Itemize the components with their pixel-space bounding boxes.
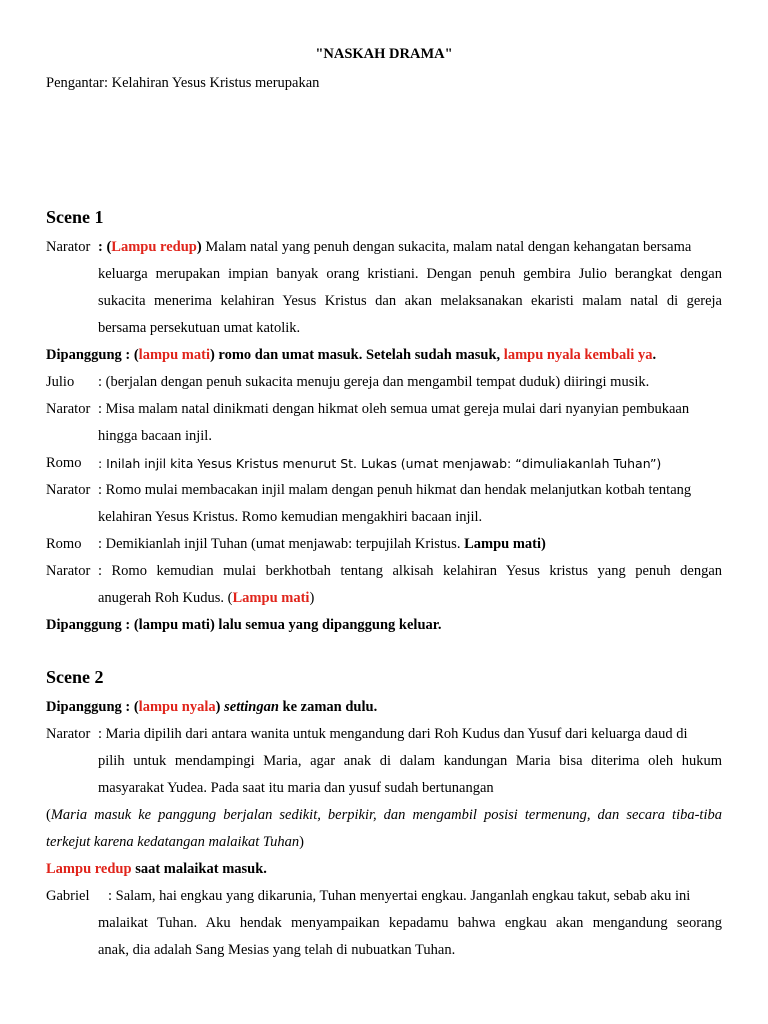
scene2-gabriel-line-2: malaikat Tuhan. Aku hendak menyampaikan kepadamu bahwa engkau akan mengandung seorang	[98, 915, 722, 931]
speaker-label: Gabriel	[46, 888, 90, 904]
speaker-label: Romo	[46, 455, 82, 471]
scene1-narator-1-line-3: sukacita menerima kelahiran Yesus Kristus dan akan melaksanakan ekaristi malam natal di gereja	[98, 293, 722, 309]
scene1-narator-1-line-4: bersama persekutuan umat katolik.	[98, 320, 301, 336]
speaker-label: Narator	[46, 563, 91, 579]
scene2-narator-1-line-2: pilih untuk mendampingi Maria, agar anak di dalam kandungan Maria bisa diterima oleh hukum	[98, 753, 722, 769]
scene1-stage-direction-1: Dipanggung : (lampu mati) romo dan umat masuk. Setelah sudah masuk, lampu nyala kembali ya.	[46, 347, 657, 363]
document-title: "NASKAH DRAMA"	[315, 46, 453, 62]
scene2-narator-1-line-3: masyarakat Yudea. Pada saat itu maria dan yusuf sudah bertunangan	[98, 780, 494, 796]
scene1-narator-3-line-2: kelahiran Yesus Kristus. Romo kemudian mengakhiri bacaan injil.	[98, 509, 483, 525]
lighting-cue: lampu nyala	[138, 699, 216, 715]
speaker-label: Narator	[46, 239, 91, 255]
scene2-action-direction-line-1: (Maria masuk ke panggung berjalan sedikit, berpikir, dan mengambil posisi termenung, dan secara tiba-tiba	[46, 807, 722, 823]
speaker-label: Narator	[46, 726, 91, 742]
scene1-narator-4-line-2: anugerah Roh Kudus. (Lampu mati)	[98, 590, 315, 606]
lighting-cue: Lampu redup	[46, 861, 132, 877]
document-page: "NASKAH DRAMA" Pengantar: Kelahiran Yesus Kristus merupakan Scene 1 Narator : (Lampu redup) Malam natal yang penuh dengan sukacita, malam natal dengan kehangatan bersama keluarga merupakan impian banyak orang kristiani. Dengan penuh gembira Julio berangkat dengan sukacita menerima kelahiran Yesus Kristus dan akan melaksanakan ekaristi malam natal di gereja bersama persekutuan umat katolik. Dipanggung : (lampu mati) romo dan umat masuk. Setelah sudah masuk, lampu nyala kembali ya. Julio : (berjalan dengan penuh sukacita menuju gereja dan mengambil tempat duduk) diiringi musik. Narator : Misa malam natal dinikmati dengan hikmat oleh semua umat gereja mulai dari nyanyian pembukaan hingga bacaan injil. Romo : Inilah injil kita Yesus Kristus menurut St. Lukas (umat menjawab: “dimuliakanlah Tuhan”) Narator : Romo mulai membacakan injil malam dengan penuh hikmat dan hendak melanjutkan kotbah tentang kelahiran Yesus Kristus. Romo kemudian mengakhiri bacaan injil. Romo : Demikianlah injil Tuhan (umat menjawab: terpujilah Kristus. Lampu mati) Narator : Romo kemudian mulai berkhotbah tentang alkisah kelahiran Yesus kristus yang penuh dengan anugerah Roh Kudus. (Lampu mati) Dipanggung : (lampu mati) lalu semua yang dipanggung keluar. Scene 2 Dipanggung : (lampu nyala) settingan ke zaman dulu. Narator : Maria dipilih dari antara wanita untuk mengandung dari Roh Kudus dan Yusuf dari keluarga daud di pilih untuk mendampingi Maria, agar anak di dalam kandungan Maria bisa diterima oleh hukum masyarakat Yudea. Pada saat itu maria dan yusuf sudah bertunangan (Maria masuk ke panggung berjalan sedikit, berpikir, dan mengambil posisi termenung, dan secara tiba-tiba terkejut karena kedatangan malaikat Tuhan) Lampu redup saat malaikat masuk. Gabriel : Salam, hai engkau yang dikarunia, Tuhan menyertai engkau. Janganlah engkau takut, sebab aku ini malaikat Tuhan. Aku hendak menyampaikan kepadamu bahwa engkau akan mengandung seorang anak, dia adalah Sang Mesias yang telah di nubuatkan Tuhan.	[0, 0, 768, 1024]
scene2-action-direction-line-2: terkejut karena kedatangan malaikat Tuhan)	[46, 834, 305, 850]
speaker-label: Romo	[46, 536, 82, 552]
intro-line: Pengantar: Kelahiran Yesus Kristus merupakan	[46, 75, 320, 91]
scene-1-heading: Scene 1	[46, 207, 104, 227]
lighting-cue: Lampu mati)	[464, 536, 546, 552]
scene-2-heading: Scene 2	[46, 667, 104, 687]
scene1-stage-direction-2: Dipanggung : (lampu mati) lalu semua yang dipanggung keluar.	[46, 617, 442, 633]
lighting-cue: Lampu mati	[232, 590, 310, 606]
speaker-label: Narator	[46, 401, 91, 417]
scene1-narator-2-line-2: hingga bacaan injil.	[98, 428, 212, 444]
speaker-label: Julio	[46, 374, 75, 390]
lighting-cue: lampu nyala kembali ya	[503, 347, 653, 363]
speaker-label: Narator	[46, 482, 91, 498]
first-line: : (Lampu redup) Malam natal yang penuh dengan sukacita, malam natal dengan kehangatan bersama	[98, 239, 692, 255]
lighting-cue: lampu mati	[138, 347, 210, 363]
lighting-cue: Lampu redup	[111, 239, 197, 255]
scene1-narator-1-line-2: keluarga merupakan impian banyak orang kristiani. Dengan penuh gembira Julio berangkat dengan	[98, 266, 722, 282]
scene2-stage-direction-1: Dipanggung : (lampu nyala) settingan ke zaman dulu.	[46, 699, 378, 715]
scene2-stage-direction-2: Lampu redup saat malaikat masuk.	[46, 861, 267, 877]
scene2-gabriel-line-3: anak, dia adalah Sang Mesias yang telah di nubuatkan Tuhan.	[98, 942, 456, 958]
